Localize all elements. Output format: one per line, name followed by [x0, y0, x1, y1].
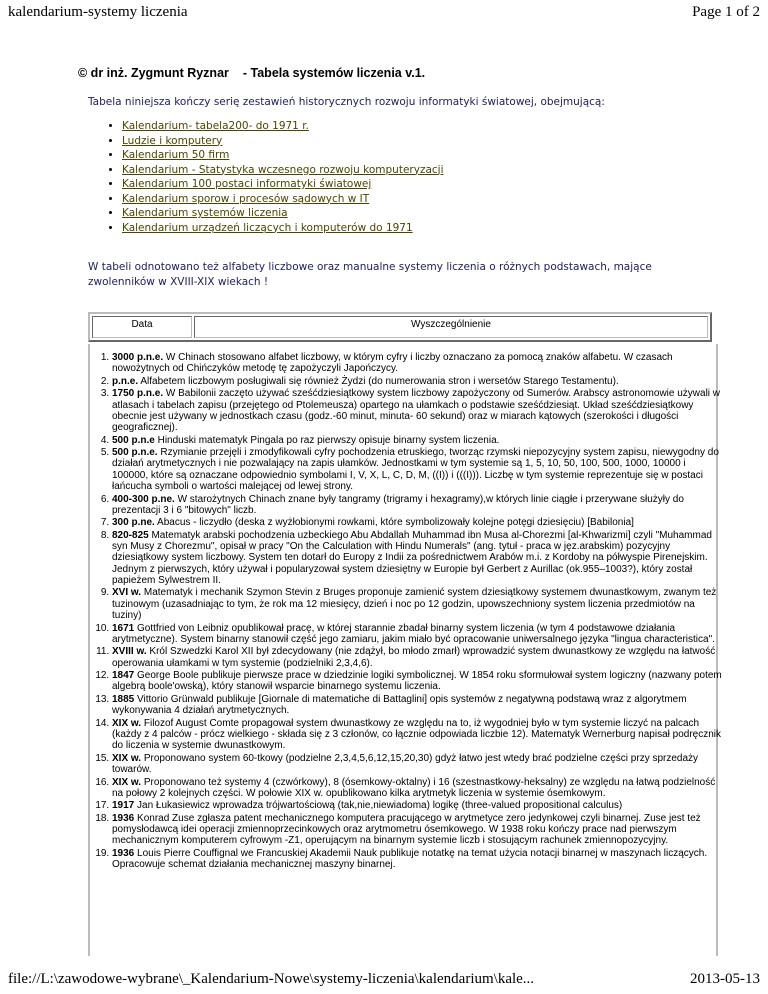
list-item	[122, 192, 444, 207]
table-row	[112, 352, 722, 375]
intro-text: Tabela niniejsza kończy serię zestawień historycznych rozwoju informatyki światowej, obejmującą:	[88, 96, 605, 108]
table-row	[112, 530, 722, 586]
table-row	[112, 376, 722, 387]
footer-path: file://L:\zawodowe-wybrane\_Kalendarium-Nowe\systemy-liczenia\kalendarium\kale...	[8, 971, 535, 987]
table-row	[112, 813, 722, 847]
entry-text: Rzymianie przejęli i zmodyfikowali cyfry pochodzenia etruskiego, tworząc rzymski niepozycyjny system zapisu, niewygodny do działań arytmetycznych i nie pozwalający na zapis ułamków. Jednostkami w tym systemie są 1, 5, 10, 50, 100, 500, 1000, 10000 i 100000, które są oznaczane odpowiednio symbolami I, V, X, L, C, D, M, ((I)) i (((I))). Liczbę w tym systemie reprezentuje się w postaci łańcucha symboli o wartości malejącej od lewej strony.	[112, 447, 719, 493]
entry-date: 1671	[112, 622, 135, 634]
entry-text: George Boole publikuje pierwsze prace w dziedzinie logiki symbolicznej. W 1854 roku sformułował system logiczny (nazwany potem algebrą boole'owską), który stanowił wsparcie binarnego systemu liczenia.	[112, 670, 722, 693]
calendar-link[interactable]: Kalendarium - Statystyka wczesnego rozwoju komputeryzacji	[122, 163, 444, 176]
list-item	[122, 134, 444, 149]
entry-date: XIX w.	[112, 752, 142, 764]
table-row	[112, 718, 722, 752]
table-row	[112, 517, 722, 528]
calendar-link[interactable]: Kalendarium- tabela200- do 1971 r.	[122, 120, 309, 132]
entry-date: 1936	[112, 847, 135, 859]
entry-text: Proponowano też systemy 4 (czwórkowy), 8 (ósemkowy-oktalny) i 16 (szestnastkowy-heksalny) ze względu na łatwą podzielność na połowy 2 kolejnych części. W połowie XIX w. opublikowano kilka arytmetyk liczenia w systemie ósemkowym.	[112, 776, 716, 799]
table-row	[112, 623, 722, 646]
table-row	[112, 694, 722, 717]
footer-date: 2013-05-13	[690, 971, 760, 987]
entry-date: p.n.e.	[112, 375, 139, 387]
page-number: Page 1 of 2	[692, 4, 760, 20]
entry-text: Louis Pierre Couffignal we Francuskiej Akademii Nauk publikuje notatkę na temat użycia notacji binarnej w maszynach liczących. Opracowuje schemat działania mechanicznej maszyny binarnej.	[112, 847, 708, 871]
entry-text: Konrad Zuse zgłasza patent mechanicznego komputera pracującego w arytmetyce zero jedynkowej czyli binarnej. Zuse jest też pomysłodawcą idei operacji zmiennoprzecinkowych oraz arytmometru ósemkowego. W 1938 roku kończy prace nad pierwszym mechanicznym komputerem cyfrowym -Z1, operującym na binarnym systemie liczb i stosującym rachunek zmiennopozycyjny.	[112, 812, 701, 847]
table-row	[112, 646, 722, 669]
page-header-title: kalendarium-systemy liczenia	[8, 4, 188, 20]
table-row	[112, 494, 722, 517]
table-row	[112, 447, 722, 492]
entry-date: 500 p.n.e	[112, 434, 155, 446]
entry-date: XIX w.	[112, 776, 142, 788]
entry-date: XIX w.	[112, 717, 142, 729]
entry-text: Proponowano system 60-tkowy (podzielne 2,3,4,5,6,12,15,20,30) gdyż łatwo jest wtedy brać podzielne części przy sprzedaży towarów.	[112, 752, 699, 776]
list-item	[122, 206, 444, 221]
entry-date: 500 p.n.e.	[112, 447, 158, 459]
table-row	[112, 587, 722, 621]
list-item	[122, 163, 444, 178]
entry-date: 400-300 p.ne.	[112, 493, 175, 505]
table-row	[112, 388, 722, 433]
table-row	[112, 777, 722, 800]
entry-text: Abacus - liczydło (deska z wyżłobionymi rowkami, które symbolizowały kolejne potęgi dziesięciu) [Babilonia]	[154, 517, 634, 529]
entry-date: 3000 p.n.e.	[112, 352, 164, 363]
entry-date: 1885	[112, 693, 135, 705]
document-title: - Tabela systemów liczenia v.1.	[242, 66, 426, 80]
entry-text: Matematyk arabski pochodzenia uzbeckiego Abu Abdallah Muhammad ibn Musa al-Chorezmi [al-Khwarizmi] czyli "Muhammad syn Musy z Chorezmu", opisał w pracy "On the Calculation with Hindu Numerals" (ang. tytuł - praca w jęz.arabskim) pozycyjny dziesiątkowy system liczbowy. System ten dotarł do Europy z Indii za pośrednictwem Arabów m.i. z Kordoby na półwyspie Pirenejskim. Jednym z pierwszych, który używał i popularyzował system dziesiętny w Europie był Gerbert z Aurillac (ok.955–1003?), który został papieżem Sylwestrem II.	[112, 529, 712, 586]
entry-text: W starożytnych Chinach znane były tangramy (trigramy i hexagramy),w których linie ciągłe i przerywane służyły do prezentacji 3 i 6 "bitowych" liczb.	[112, 493, 684, 516]
entry-text: Matematyk i mechanik Szymon Stevin z Bruges proponuje zamienić system dziesiątkowy systemem dwunastkowym, zwanym też tuzinowym (uzasadniając to tym, że rok ma 12 miesięcy, dzień i noc po 12 godzin, upowszechniony system liczenia przedmiotów na tuziny)	[112, 587, 717, 622]
note-text: W tabeli odnotowano też alfabety liczbowe oraz manualne systemy liczenia o różnych podstawach, mające zwolenników w XVIII-XIX wiekach !	[88, 261, 652, 288]
entry-date: 1847	[112, 670, 135, 682]
table-row	[112, 670, 722, 693]
table-row	[112, 435, 722, 446]
calendar-link[interactable]: Kalendarium 50 firm	[122, 149, 230, 161]
column-header-date: Data	[92, 316, 192, 338]
calendar-link[interactable]: Kalendarium sporow i procesów sądowych w IT	[122, 192, 370, 205]
entry-date: 1936	[112, 812, 135, 824]
entry-date: XVI w.	[112, 587, 142, 599]
calendar-link[interactable]: Kalendarium systemów liczenia	[122, 207, 288, 219]
entries-list	[82, 352, 722, 872]
entry-text: W Chinach stosowano alfabet liczbowy, w którym cyfry i liczby oznaczano za pomocą znaków alfabetu. W czasach nowożytnych od Chińczyków metodę tę zapożyczyli Japończycy.	[112, 352, 673, 375]
list-item	[122, 221, 444, 236]
author-name: © dr inż. Zygmunt Ryznar	[78, 66, 229, 80]
entry-text: Hinduski matematyk Pingala po raz pierwszy opisuje binarny system liczenia.	[154, 434, 500, 446]
table-header	[88, 312, 712, 342]
entry-text: Vittorio Grünwald publikuje [Giornale di matematiche di Battaglini] opis systemów z negatywną podstawą wraz z algorytmem wykonywania 4 działań arytmetycznych.	[112, 693, 687, 717]
list-item	[122, 119, 444, 134]
link-list	[92, 119, 444, 235]
calendar-link[interactable]: Kalendarium urządzeń liczących i komputerów do 1971	[122, 221, 413, 234]
entry-date: 1750 p.n.e.	[112, 388, 164, 400]
calendar-link[interactable]: Ludzie i komputery	[122, 134, 223, 147]
entry-date: 300 p.ne.	[112, 517, 155, 529]
table-row	[112, 800, 722, 811]
table-row	[112, 848, 722, 871]
table-row	[112, 753, 722, 776]
column-header-description: Wyszczególnienie	[194, 316, 708, 338]
entry-date: XVIII w.	[112, 646, 147, 658]
entry-date: 820-825	[112, 529, 149, 541]
entry-date: 1917	[112, 800, 135, 812]
entry-text: Alfabetem liczbowym posługiwali się również Żydzi (do numerowania stron i wersetów Starego Testamentu).	[138, 375, 619, 387]
entry-text: Król Szwedzki Karol XII był zdecydowany (nie zdążył, bo młodo zmarł) wprowadzić system dwunastkowy ze względu na łatwość operowania ułamkami w tym systemie (podzielniki 2,3,4,6).	[112, 646, 716, 669]
author-line	[78, 66, 425, 80]
list-item	[122, 148, 444, 163]
entry-text: Filozof August Comte propagował system dwunastkowy ze względu na to, iż wygodniej było w tym systemie liczyć na palcach (każdy z 4 palców - prócz wielkiego - składa się z 3 członów, co łącznie odpowiada liczbie 12). Matematyk Wernerburg napisał podręcznik do liczenia w systemie dwunastkowym.	[112, 717, 721, 752]
entry-text: Gottfried von Leibniz opublikował pracę, w której starannie zbadał binarny system liczenia (w tym 4 podstawowe działania arytmetyczne). System binarny stanowił część jego zamiaru, jakim miało być opracowanie uniwersalnego języka "lingua characteristica".	[112, 622, 715, 645]
list-item	[122, 177, 444, 192]
entry-text: Jan Łukasiewicz wprowadza trójwartościową (tak,nie,niewiadoma) logikę (three-valued propositional calculus)	[134, 800, 623, 812]
calendar-link[interactable]: Kalendarium 100 postaci informatyki światowej	[122, 178, 372, 190]
entry-text: W Babilonii zaczęto używać sześćdziesiątkowy system liczbowy zapożyczony od Sumerów. Arabscy astronomowie używali w atlasach i tabelach zapisu (przejętego od Ptolemeusza) opartego na ułamkach o podstawie sześćdziesiąt. Układ sześćdziesiątkowy obecnie jest używany w jednostkach czasu (godz.-60 minut, minuta- 60 sekund) oraz w miarach kątowych (szerokości i długości geograficznej).	[112, 388, 721, 434]
